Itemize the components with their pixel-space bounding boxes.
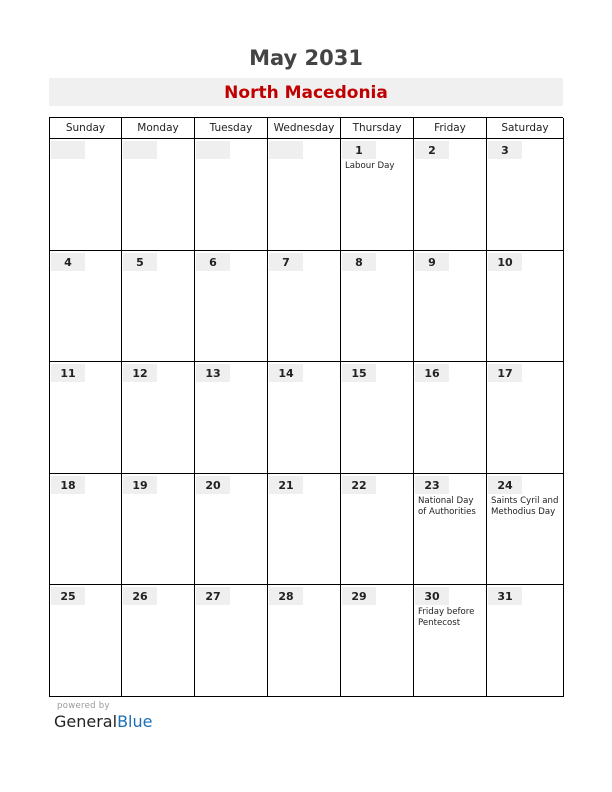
day-number: 3 bbox=[488, 141, 522, 159]
day-number: 11 bbox=[51, 364, 85, 382]
day-cell-10[interactable] bbox=[487, 251, 564, 363]
holiday-label: Friday before Pentecost bbox=[418, 607, 475, 629]
calendar-weeks bbox=[50, 139, 563, 697]
weekday-header-saturday: Saturday bbox=[487, 118, 564, 139]
day-cell-16[interactable] bbox=[414, 362, 487, 474]
day-cell-30[interactable] bbox=[414, 585, 487, 697]
week-row bbox=[50, 474, 563, 586]
day-number: 29 bbox=[342, 587, 376, 605]
day-cell-24[interactable] bbox=[487, 474, 564, 586]
day-number: 13 bbox=[196, 364, 230, 382]
day-cell-11[interactable] bbox=[50, 362, 122, 474]
day-number: 17 bbox=[488, 364, 522, 382]
day-cell-18[interactable] bbox=[50, 474, 122, 586]
day-cell-empty[interactable] bbox=[122, 139, 195, 251]
day-number: 25 bbox=[51, 587, 85, 605]
generalblue-logo[interactable] bbox=[54, 712, 152, 731]
day-number: 26 bbox=[123, 587, 157, 605]
day-number: 4 bbox=[51, 253, 85, 271]
day-cell-15[interactable] bbox=[341, 362, 414, 474]
day-number: 1 bbox=[342, 141, 376, 159]
day-number: 20 bbox=[196, 476, 230, 494]
holiday-label: Labour Day bbox=[345, 161, 395, 171]
day-number: 28 bbox=[269, 587, 303, 605]
day-cell-31[interactable] bbox=[487, 585, 564, 697]
day-number: 5 bbox=[123, 253, 157, 271]
day-cell-22[interactable] bbox=[341, 474, 414, 586]
day-number: 10 bbox=[488, 253, 522, 271]
day-cell-2[interactable] bbox=[414, 139, 487, 251]
weekday-header-monday: Monday bbox=[122, 118, 195, 139]
week-row bbox=[50, 362, 563, 474]
day-cell-23[interactable] bbox=[414, 474, 487, 586]
day-cell-5[interactable] bbox=[122, 251, 195, 363]
calendar-grid bbox=[49, 117, 563, 697]
weekday-header-tuesday: Tuesday bbox=[195, 118, 268, 139]
calendar-title: May 2031 bbox=[249, 46, 363, 70]
day-cell-9[interactable] bbox=[414, 251, 487, 363]
day-number: 31 bbox=[488, 587, 522, 605]
weekday-header-wednesday: Wednesday bbox=[268, 118, 341, 139]
day-number: 8 bbox=[342, 253, 376, 271]
day-cell-3[interactable] bbox=[487, 139, 564, 251]
day-number: 16 bbox=[415, 364, 449, 382]
weekday-header-row bbox=[50, 118, 563, 139]
day-number: 14 bbox=[269, 364, 303, 382]
brand-general: General bbox=[54, 712, 118, 731]
day-cell-29[interactable] bbox=[341, 585, 414, 697]
weekday-header-friday: Friday bbox=[414, 118, 487, 139]
day-number: 6 bbox=[196, 253, 230, 271]
day-number: 7 bbox=[269, 253, 303, 271]
day-cell-17[interactable] bbox=[487, 362, 564, 474]
day-number: 27 bbox=[196, 587, 230, 605]
day-number: 19 bbox=[123, 476, 157, 494]
day-number: 22 bbox=[342, 476, 376, 494]
day-number bbox=[269, 141, 303, 159]
holiday-label: Saints Cyril and Methodius Day bbox=[491, 495, 559, 517]
day-cell-1[interactable] bbox=[341, 139, 414, 251]
day-number bbox=[123, 141, 157, 159]
day-cell-6[interactable] bbox=[195, 251, 268, 363]
week-row bbox=[50, 585, 563, 697]
day-number: 30 bbox=[415, 587, 449, 605]
day-cell-21[interactable] bbox=[268, 474, 341, 586]
day-number: 15 bbox=[342, 364, 376, 382]
day-cell-empty[interactable] bbox=[195, 139, 268, 251]
day-cell-empty[interactable] bbox=[268, 139, 341, 251]
week-row bbox=[50, 251, 563, 363]
day-cell-26[interactable] bbox=[122, 585, 195, 697]
holiday-label: National Day of Authorities bbox=[418, 495, 476, 517]
day-cell-20[interactable] bbox=[195, 474, 268, 586]
day-cell-19[interactable] bbox=[122, 474, 195, 586]
day-cell-27[interactable] bbox=[195, 585, 268, 697]
brand-blue: Blue bbox=[117, 712, 153, 731]
weekday-header-thursday: Thursday bbox=[341, 118, 414, 139]
day-number: 18 bbox=[51, 476, 85, 494]
day-cell-12[interactable] bbox=[122, 362, 195, 474]
day-cell-7[interactable] bbox=[268, 251, 341, 363]
day-cell-empty[interactable] bbox=[50, 139, 122, 251]
day-cell-25[interactable] bbox=[50, 585, 122, 697]
day-number: 9 bbox=[415, 253, 449, 271]
day-number bbox=[51, 141, 85, 159]
day-number: 2 bbox=[415, 141, 449, 159]
day-number: 23 bbox=[415, 476, 449, 494]
day-number: 21 bbox=[269, 476, 303, 494]
day-cell-14[interactable] bbox=[268, 362, 341, 474]
weekday-header-sunday: Sunday bbox=[50, 118, 122, 139]
day-cell-4[interactable] bbox=[50, 251, 122, 363]
day-cell-13[interactable] bbox=[195, 362, 268, 474]
powered-by-text: powered by bbox=[57, 701, 110, 711]
country-name: North Macedonia bbox=[49, 78, 563, 106]
day-number: 12 bbox=[123, 364, 157, 382]
day-cell-28[interactable] bbox=[268, 585, 341, 697]
day-number bbox=[196, 141, 230, 159]
week-row bbox=[50, 139, 563, 251]
day-number: 24 bbox=[488, 476, 522, 494]
day-cell-8[interactable] bbox=[341, 251, 414, 363]
